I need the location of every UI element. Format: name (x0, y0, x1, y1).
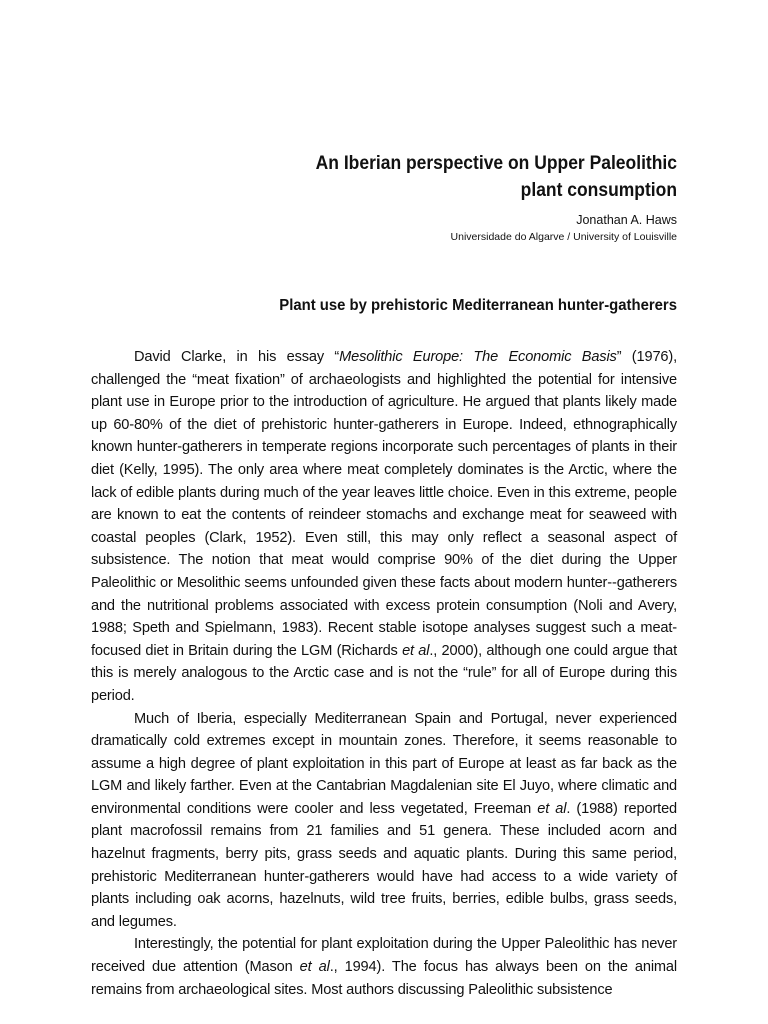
text-run: David Clarke, in his essay “ (134, 349, 340, 365)
text-run: Interestingly, the potential for plant exploitation during the Upper Paleolithic has never received due attention (Mason (91, 936, 677, 976)
article-header (117, 150, 677, 245)
text-run: Much of Iberia, especially Mediterranean Spain and Portugal, never experienced dramatically cold extremes except in mountain zones. Therefore, it seems reasonable to assume a high degree of plant exploitation in this part of Europe at least as far back as the LGM and likely farther. Even at the Cantabrian Magdalenian site El Juyo, where climatic and environmental conditions were cooler and less vegetated, Freeman (91, 710, 677, 817)
body-paragraph (91, 346, 677, 708)
title-line-1: An Iberian perspective on Upper Paleolithic (315, 153, 677, 174)
text-run: ” (1976), challenged the “meat fixation” of archaeologists and highlighted the potential for intensive plant use in Europe prior to the introduction of agriculture. He argued that plants likely made up 60-80% of the diet of prehistoric hunter-gatherers in Europe. Indeed, ethnographically known hunter-gatherers in temperate regions incorporate such percentages of plants in their diet (Kelly, 1995). The only area where meat completely dominates is the Arctic, where the lack of edible plants during much of the year leaves little choice. Even in this extreme, people are known to eat the contents of reindeer stomachs and exchange meat for seaweed with coastal peoples (Clark, 1952). Even still, this may only reflect a seasonal aspect of subsistence. The notion that meat would comprise 90% of the diet during the Upper Paleolithic or Mesolithic seems unfounded given these facts about modern hunter--gatherers and the nutritional problems associated with excess protein consumption (Noli and Avery, 1988; Speth and Spielmann, 1983). Recent stable isotope analyses suggest such a meat-focused diet in Britain during the LGM (Richards (91, 349, 677, 659)
italic-run: et al (299, 959, 330, 976)
italic-run: et al (402, 642, 430, 659)
article-title (162, 150, 677, 204)
text-run: ., 2000), although one could argue that this is merely analogous to the Arctic case and is not the “rule” for all of Europe during this period. (91, 642, 677, 704)
title-line-2: plant consumption (520, 180, 677, 201)
body-paragraph (91, 708, 677, 934)
article-body (91, 346, 677, 1001)
section-heading: Plant use by prehistoric Mediterranean hunter-gatherers (279, 297, 677, 314)
author-affiliation: Universidade do Algarve / University of Louisville (450, 231, 677, 243)
text-run: ., 1994). The focus has always been on the animal remains from archaeological sites. Most authors discussing Paleolithic subsistence (91, 959, 677, 998)
body-paragraph (91, 933, 677, 1001)
text-run: . (1988) reported plant macrofossil remains from 21 families and 51 genera. These included acorn and hazelnut fragments, berry pits, grass seeds and aquatic plants. During this same period, prehistoric Mediterranean hunter-gatherers would have had access to a wide variety of plants including oak acorns, hazelnuts, wild tree fruits, berries, edible bulbs, grass seeds, and legumes. (91, 800, 678, 930)
italic-run: et al (537, 800, 567, 817)
italic-run: Mesolithic Europe: The Economic Basis (339, 349, 617, 365)
author-name: Jonathan A. Haws (576, 213, 677, 227)
